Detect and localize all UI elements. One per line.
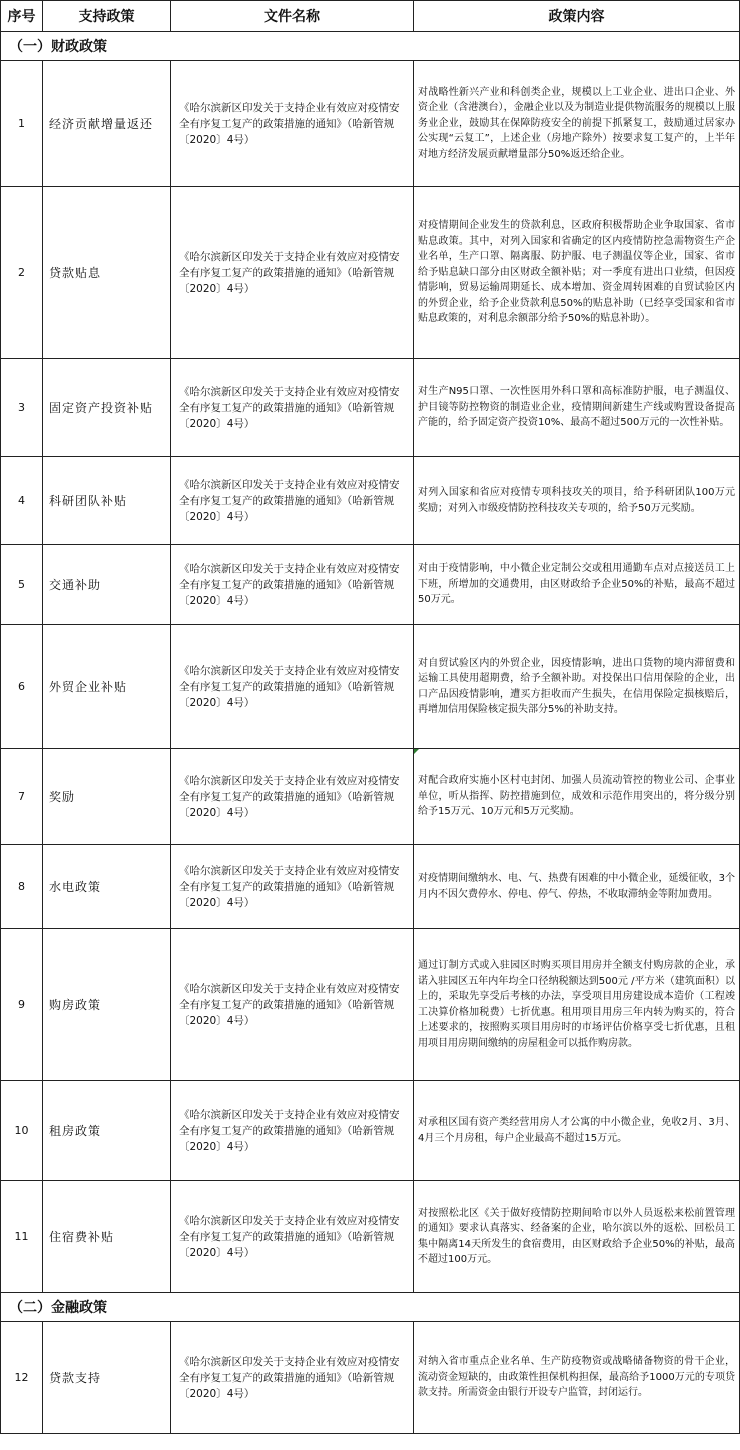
row-document — [171, 187, 414, 359]
document-title: 《哈尔滨新区印发关于支持企业有效应对疫情安全有序复工复产的政策措施的通知》（哈新管规〔2020〕4号） — [179, 478, 400, 523]
document-title: 《哈尔滨新区印发关于支持企业有效应对疫情安全有序复工复产的政策措施的通知》（哈新管规〔2020〕4号） — [179, 1355, 400, 1400]
row-content — [414, 61, 740, 187]
document-title: 《哈尔滨新区印发关于支持企业有效应对疫情安全有序复工复产的政策措施的通知》（哈新管规〔2020〕4号） — [179, 774, 400, 819]
row-content — [414, 625, 740, 749]
document-title: 《哈尔滨新区印发关于支持企业有效应对疫情安全有序复工复产的政策措施的通知》（哈新管规〔2020〕4号） — [179, 664, 400, 709]
content-text: 对承租区国有资产类经营用房人才公寓的中小微企业，免收2月、3月、4月三个月房租，每户企业最高不超过15万元。 — [418, 1117, 735, 1144]
row-document — [171, 359, 414, 457]
row-policy: 购房政策 — [43, 929, 171, 1081]
row-policy: 租房政策 — [43, 1081, 171, 1181]
document-title: 《哈尔滨新区印发关于支持企业有效应对疫情安全有序复工复产的政策措施的通知》（哈新管规〔2020〕4号） — [179, 101, 400, 146]
row-content — [414, 1322, 740, 1434]
row-policy: 奖励 — [43, 749, 171, 845]
table-row — [1, 1081, 740, 1181]
row-policy: 外贸企业补贴 — [43, 625, 171, 749]
row-content — [414, 359, 740, 457]
row-document — [171, 1181, 414, 1293]
row-number: 3 — [1, 359, 43, 457]
table-row — [1, 845, 740, 929]
table-row — [1, 1322, 740, 1434]
header-policy: 支持政策 — [43, 1, 171, 32]
row-policy: 贷款支持 — [43, 1322, 171, 1434]
row-number: 2 — [1, 187, 43, 359]
table-row — [1, 359, 740, 457]
document-title: 《哈尔滨新区印发关于支持企业有效应对疫情安全有序复工复产的政策措施的通知》（哈新管规〔2020〕4号） — [179, 982, 400, 1027]
content-text: 通过订制方式或入驻园区时购买项目用房并全额支付购房款的企业，承诺入驻园区五年内年均全口径纳税额达到500元 /平方米（建筑面积）以上的，采取先享受后考核的办法，享受项目用房建设成本造价（工程竣工决算价格加税费）七折优惠。租用项目用房三年内转为购买的，符合上述要求的，按照购买项目用房时的市场评估价格享受七折优惠，且租用项目用房期间缴纳的房屋租金可以抵作购房款。 — [418, 960, 735, 1049]
row-policy: 科研团队补贴 — [43, 457, 171, 545]
content-text: 对纳入省市重点企业名单、生产防疫物资或战略储备物资的骨干企业，流动资金短缺的，由政策性担保机构担保，最高给予1000万元的专项贷款支持。所需资金由银行开设专户监管，封闭运行。 — [418, 1356, 735, 1399]
row-document — [171, 845, 414, 929]
table-row — [1, 61, 740, 187]
table-row — [1, 1181, 740, 1293]
row-number: 12 — [1, 1322, 43, 1434]
row-document — [171, 749, 414, 845]
document-title: 《哈尔滨新区印发关于支持企业有效应对疫情安全有序复工复产的政策措施的通知》（哈新管规〔2020〕4号） — [179, 1108, 400, 1153]
document-title: 《哈尔滨新区印发关于支持企业有效应对疫情安全有序复工复产的政策措施的通知》（哈新管规〔2020〕4号） — [179, 864, 400, 909]
table-row — [1, 625, 740, 749]
header-row — [1, 1, 740, 32]
row-number: 4 — [1, 457, 43, 545]
table-row — [1, 545, 740, 625]
row-number: 10 — [1, 1081, 43, 1181]
row-policy: 固定资产投资补贴 — [43, 359, 171, 457]
row-content — [414, 545, 740, 625]
row-policy: 交通补助 — [43, 545, 171, 625]
content-text: 对疫情期间企业发生的贷款利息，区政府积极帮助企业争取国家、省市贴息政策。其中，对列入国家和省确定的区内疫情防控急需物资生产企业名单，生产口罩、隔离服、防护服、电子测温仪等企业，国家、省市给予贴息缺口部分由区财政全额补贴；对一季度有进出口业绩，但因疫情影响，贸易运输周期延长、成本增加、资金周转困难的自贸试验区内的外贸企业，给予企业贷款利息50%的贴息补助（已经享受国家和省市贴息政策的，对利息余额部分给予50%的贴息补助）。 — [418, 220, 735, 325]
row-content — [414, 845, 740, 929]
row-content — [414, 1181, 740, 1293]
row-document — [171, 1322, 414, 1434]
document-title: 《哈尔滨新区印发关于支持企业有效应对疫情安全有序复工复产的政策措施的通知》（哈新管规〔2020〕4号） — [179, 1214, 400, 1259]
row-document — [171, 929, 414, 1081]
row-document — [171, 545, 414, 625]
row-content — [414, 1081, 740, 1181]
row-document — [171, 61, 414, 187]
table-row — [1, 929, 740, 1081]
row-content — [414, 457, 740, 545]
row-document — [171, 457, 414, 545]
document-title: 《哈尔滨新区印发关于支持企业有效应对疫情安全有序复工复产的政策措施的通知》（哈新管规〔2020〕4号） — [179, 385, 400, 430]
section-row — [1, 1293, 740, 1322]
content-text: 对配合政府实施小区村屯封闭、加强人员流动管控的物业公司、企事业单位，听从指挥、防控措施到位，成效和示范作用突出的，将分级分别给予15万元、10万元和5万元奖励。 — [418, 775, 735, 818]
row-content — [414, 187, 740, 359]
row-number: 5 — [1, 545, 43, 625]
table-row — [1, 749, 740, 845]
content-text: 对按照松北区《关于做好疫情防控期间哈市以外人员返松来松前置管理的通知》要求认真落实、经备案的企业，哈尔滨以外的返松、回松员工集中隔离14天所发生的食宿费用，由区财政给予企业50%的补贴，最高不超过100万元。 — [418, 1207, 735, 1265]
content-text: 对列入国家和省应对疫情专项科技攻关的项目，给予科研团队100万元奖励；对列入市级疫情防控科技攻关专项的，给予50万元奖励。 — [418, 487, 735, 514]
row-number: 8 — [1, 845, 43, 929]
row-document — [171, 625, 414, 749]
content-text: 对战略性新兴产业和科创类企业，规模以上工业企业、进出口企业、外资企业（含港澳台），金融企业以及为制造业提供物流服务的规模以上服务业企业，鼓励其在保障防疫安全的前提下抓紧复工，鼓励通过居家办公实现“云复工”，上述企业（房地产除外）按要求复工复产的，上半年对地方经济发展贡献增量部分50%返还给企业。 — [418, 86, 735, 160]
table-row — [1, 457, 740, 545]
table-row — [1, 187, 740, 359]
section-title-financial: （二）金融政策 — [1, 1293, 740, 1322]
document-title: 《哈尔滨新区印发关于支持企业有效应对疫情安全有序复工复产的政策措施的通知》（哈新管规〔2020〕4号） — [179, 562, 400, 607]
row-number: 9 — [1, 929, 43, 1081]
row-content — [414, 929, 740, 1081]
section-title-fiscal: （一）财政政策 — [1, 32, 740, 61]
row-policy: 经济贡献增量返还 — [43, 61, 171, 187]
cell-corner-marker — [414, 749, 419, 754]
content-text: 对生产N95口罩、一次性医用外科口罩和高标准防护服，电子测温仪、护目镜等防控物资的制造业企业，疫情期间新建生产线或购置设备提高产能的，给予固定资产投资10%、最高不超过500万元的一次性补贴。 — [418, 386, 735, 429]
content-text: 对由于疫情影响，中小微企业定制公交或租用通勤车点对点接送员工上下班，所增加的交通费用，由区财政给予企业50%的补贴，最高不超过50万元。 — [418, 563, 735, 606]
row-document — [171, 1081, 414, 1181]
row-number: 6 — [1, 625, 43, 749]
row-policy: 住宿费补贴 — [43, 1181, 171, 1293]
row-number: 7 — [1, 749, 43, 845]
row-policy: 贷款贴息 — [43, 187, 171, 359]
content-text: 对疫情期间缴纳水、电、气、热费有困难的中小微企业，延缓征收，3个月内不因欠费停水、停电、停气、停热，不收取滞纳金等附加费用。 — [418, 873, 735, 900]
header-content: 政策内容 — [414, 1, 740, 32]
header-document: 文件名称 — [171, 1, 414, 32]
row-policy: 水电政策 — [43, 845, 171, 929]
row-number: 11 — [1, 1181, 43, 1293]
section-row — [1, 32, 740, 61]
document-title: 《哈尔滨新区印发关于支持企业有效应对疫情安全有序复工复产的政策措施的通知》（哈新管规〔2020〕4号） — [179, 250, 400, 295]
header-number: 序号 — [1, 1, 43, 32]
content-text: 对自贸试验区内的外贸企业，因疫情影响，进出口货物的境内滞留费和运输工具使用超期费，给予全额补助。对投保出口信用保险的企业，出口产品因疫情影响，遭买方拒收而产生损失，在信用保险定损核赔后，再增加信用保险核定损失部分5%的补助支持。 — [418, 657, 735, 715]
row-number: 1 — [1, 61, 43, 187]
row-content — [414, 749, 740, 845]
